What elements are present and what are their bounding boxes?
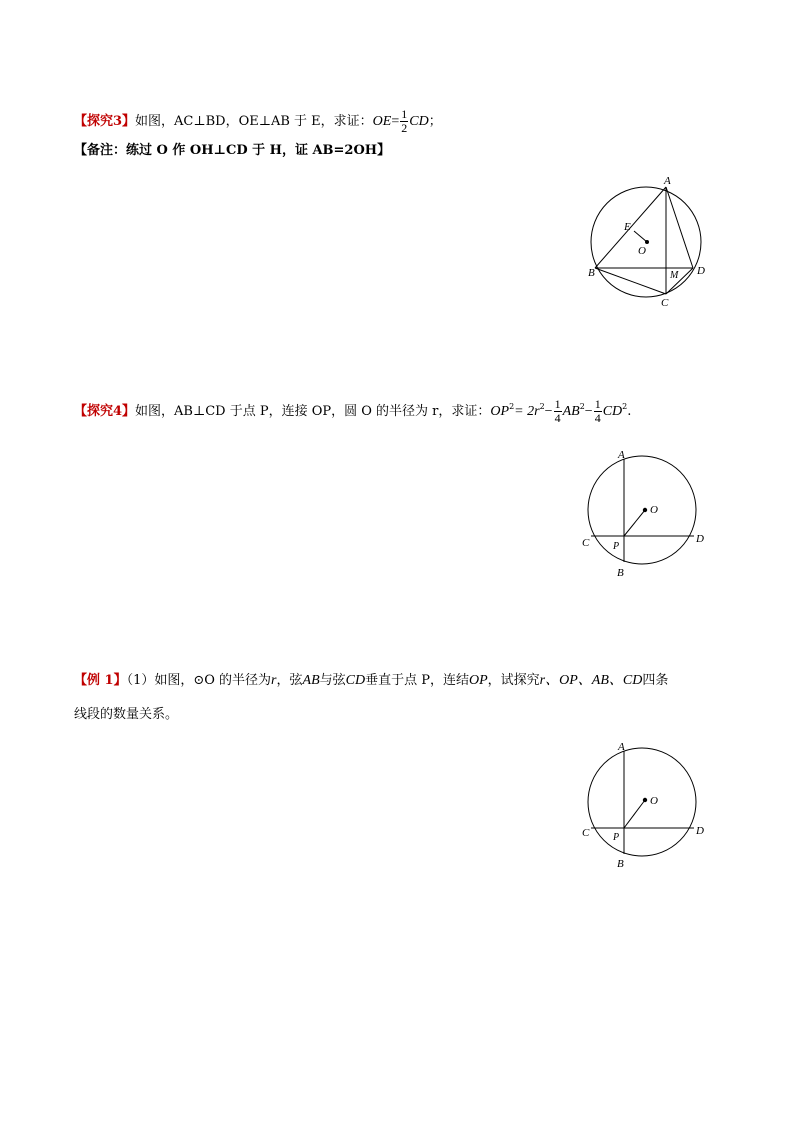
label-o: O xyxy=(638,245,646,257)
t1: （1）如图，⊙O 的半径为 xyxy=(126,673,272,688)
example1-tag: 【例 1】 xyxy=(74,673,127,688)
end: . xyxy=(627,404,632,419)
fraction-quarter-1 xyxy=(554,398,562,425)
label-b: B xyxy=(617,567,624,579)
explore3-text: 如图，AC⊥BD，OE⊥AB 于 E，求证： xyxy=(135,114,373,129)
label-m: M xyxy=(670,270,679,281)
t6: 四条 xyxy=(642,673,669,688)
sup: 2 xyxy=(622,402,628,411)
t3: 与弦 xyxy=(319,673,346,688)
segment-op xyxy=(624,800,645,828)
label-a: A xyxy=(664,175,671,187)
eq-lhs: OE xyxy=(372,114,392,129)
cd: CD xyxy=(345,673,366,688)
label-c: C xyxy=(582,537,590,549)
label-b: B xyxy=(588,267,595,279)
fraction-quarter-2 xyxy=(594,398,602,425)
eq-rhs: CD xyxy=(409,114,429,129)
explore3-statement xyxy=(74,108,442,135)
label-p: P xyxy=(613,832,620,843)
chord-ad xyxy=(666,187,693,268)
center-o xyxy=(643,508,647,512)
minus: − xyxy=(584,404,593,419)
text-end: ； xyxy=(428,114,442,129)
center-o xyxy=(643,798,647,802)
label-a: A xyxy=(618,741,625,753)
example1-figure xyxy=(578,734,718,876)
label-b: B xyxy=(617,858,624,870)
fraction-half xyxy=(400,108,408,135)
minus: − xyxy=(544,404,553,419)
center-o xyxy=(645,240,649,244)
explore4-figure xyxy=(578,442,718,584)
segment-op xyxy=(624,510,645,536)
frac-den: 4 xyxy=(554,411,561,425)
frac-den: 2 xyxy=(401,121,408,135)
label-e: E xyxy=(624,221,631,233)
frac-den: 4 xyxy=(594,411,601,425)
example1-statement xyxy=(74,672,668,690)
explore3-note: 【备注：练过 O 作 OH⊥CD 于 H，证 AB=2OH】 xyxy=(74,143,391,158)
label-c: C xyxy=(661,297,669,309)
r: r xyxy=(271,673,277,688)
chord-bc xyxy=(595,268,666,294)
label-a: A xyxy=(618,449,625,461)
list: r、OP、AB、CD xyxy=(539,673,643,688)
sup: 2 xyxy=(579,402,585,411)
explore4-statement xyxy=(74,398,631,425)
explore4-tag: 【探究4】 xyxy=(74,404,136,419)
explore3-figure xyxy=(580,170,720,310)
frac-num: 1 xyxy=(401,107,408,121)
t5: ，试探究 xyxy=(487,673,540,688)
frac-num: 1 xyxy=(594,397,601,411)
circle xyxy=(588,748,696,856)
label-o: O xyxy=(650,504,658,516)
cd: CD xyxy=(602,404,623,419)
label-c: C xyxy=(582,827,590,839)
label-d: D xyxy=(696,825,704,837)
segment-oe xyxy=(634,231,647,242)
op: OP xyxy=(468,673,488,688)
ab: AB xyxy=(562,404,580,419)
eq-sign: = xyxy=(391,114,400,129)
label-o: O xyxy=(650,795,658,807)
sup: 2 xyxy=(509,402,515,411)
label-d: D xyxy=(697,265,705,277)
t4: 垂直于点 P，连结 xyxy=(365,673,469,688)
ab: AB xyxy=(302,673,320,688)
frac-num: 1 xyxy=(554,397,561,411)
circle xyxy=(588,456,696,564)
explore3-tag: 【探究3】 xyxy=(74,114,136,129)
label-d: D xyxy=(696,533,704,545)
label-p: P xyxy=(613,541,620,552)
eq-mid: = 2r xyxy=(514,404,540,419)
t2: ，弦 xyxy=(276,673,303,688)
explore4-text: 如图，AB⊥CD 于点 P，连接 OP，圆 O 的半径为 r，求证： xyxy=(135,404,491,419)
sup: 2 xyxy=(539,402,545,411)
example1-line2: 线段的数量关系。 xyxy=(74,707,179,722)
op: OP xyxy=(490,404,510,419)
